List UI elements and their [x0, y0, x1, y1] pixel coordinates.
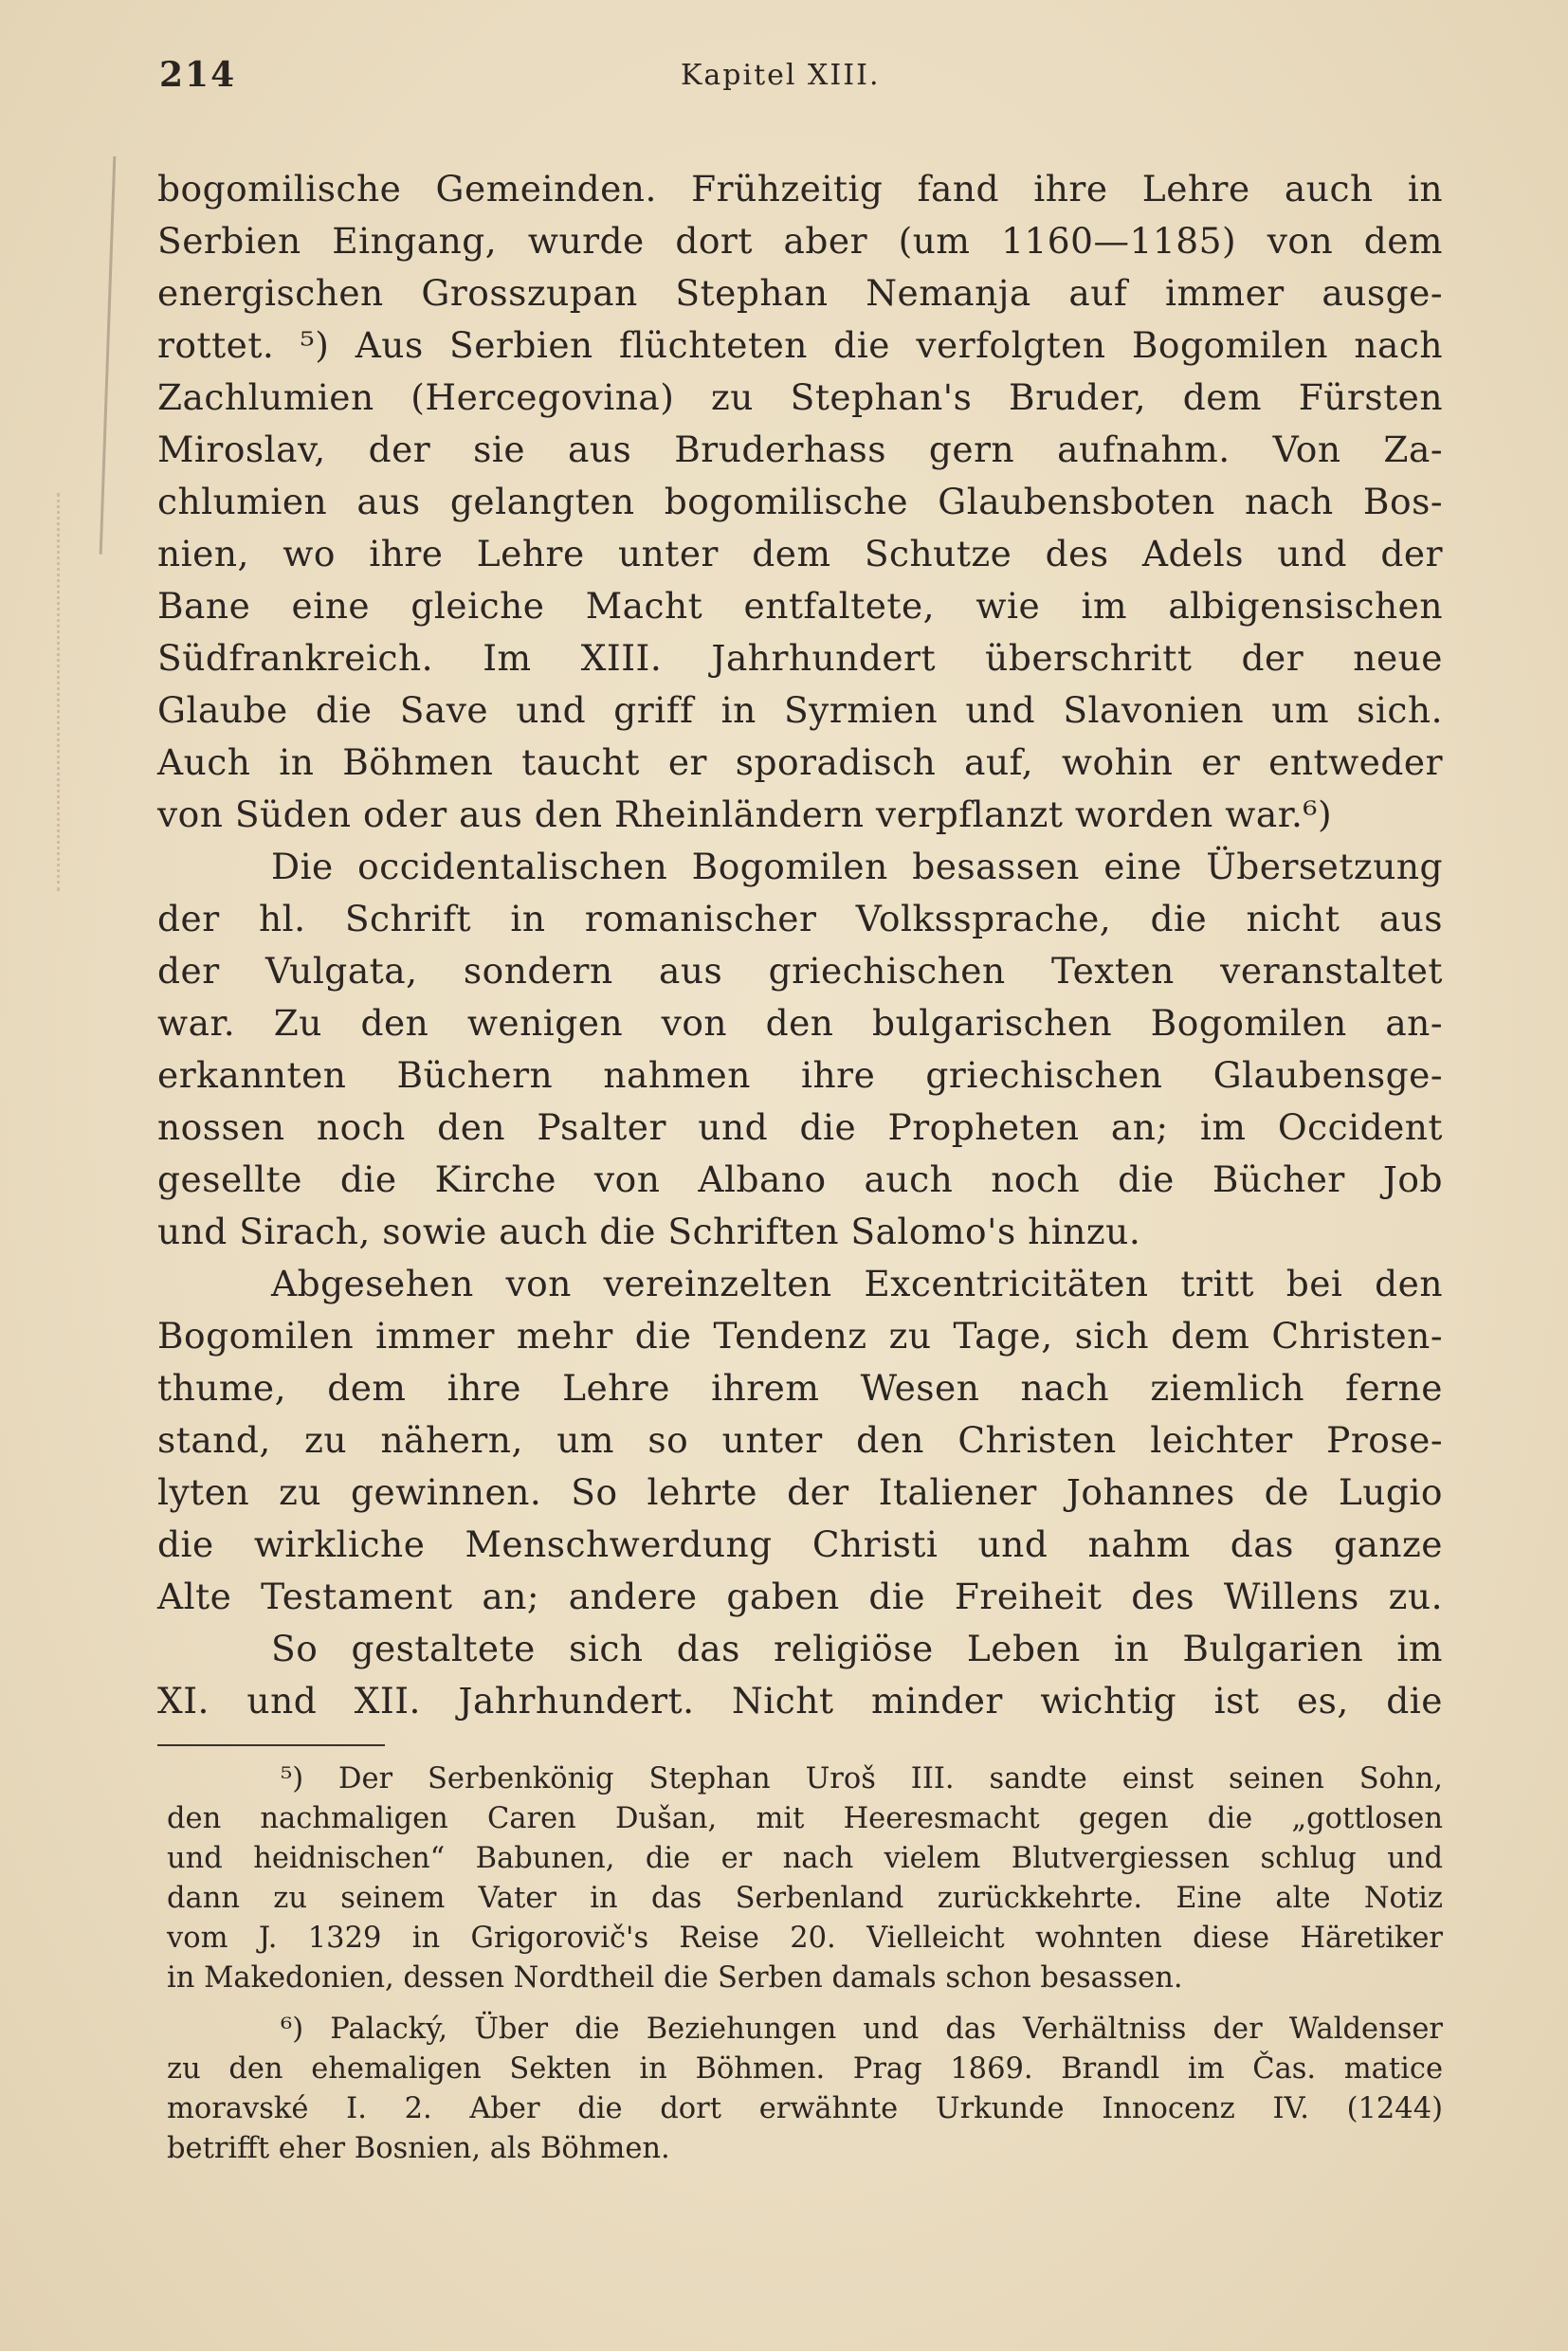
footnote-line: und heidnischen“ Babunen, die er nach vielem Blutvergiessen schlug und — [167, 1842, 1443, 1875]
footnote-line: dann zu seinem Vater in das Serbenland zurückkehrte. Eine alte Notiz — [167, 1882, 1443, 1915]
running-title: Kapitel XIII. — [681, 59, 881, 92]
text-line: Bane eine gleiche Macht entfaltete, wie im albigensischen — [157, 585, 1443, 627]
text-line: nossen noch den Psalter und die Propheten an; im Occident — [157, 1106, 1443, 1148]
text-line: rottet. ⁵) Aus Serbien flüchteten die verfolgten Bogomilen nach — [157, 324, 1443, 366]
text-line: und Sirach, sowie auch die Schriften Salomo's hinzu. — [157, 1211, 1141, 1252]
text-line: Miroslav, der sie aus Bruderhass gern aufnahm. Von Za- — [157, 428, 1443, 470]
page-header — [159, 55, 1449, 112]
text-line: Serbien Eingang, wurde dort aber (um 1160—1185) von dem — [157, 220, 1443, 262]
text-line: thume, dem ihre Lehre ihrem Wesen nach ziemlich ferne — [157, 1367, 1443, 1409]
text-line: Abgesehen von vereinzelten Excentricitäten tritt bei den — [271, 1263, 1443, 1304]
text-line: Glaube die Save und griff in Syrmien und Slavonien um sich. — [157, 689, 1443, 731]
page-number: 214 — [159, 55, 237, 95]
text-line: die wirkliche Menschwerdung Christi und nahm das ganze — [157, 1523, 1443, 1565]
text-line: Alte Testament an; andere gaben die Freiheit des Willens zu. — [157, 1576, 1443, 1617]
footnote-line: ⁶) Palacký, Über die Beziehungen und das Verhältniss der Waldenser — [281, 2013, 1443, 2046]
footnote-line: moravské I. 2. Aber die dort erwähnte Urkunde Innocenz IV. (1244) — [167, 2092, 1443, 2125]
margin-stain — [57, 493, 64, 891]
text-line: von Süden oder aus den Rheinländern verpflanzt worden war.⁶) — [157, 793, 1333, 835]
text-line: lyten zu gewinnen. So lehrte der Italiener Johannes de Lugio — [157, 1471, 1443, 1513]
text-line: XI. und XII. Jahrhundert. Nicht minder wichtig ist es, die — [157, 1680, 1443, 1722]
text-line: nien, wo ihre Lehre unter dem Schutze des Adels und der — [157, 533, 1443, 574]
footnote-line: zu den ehemaligen Sekten in Böhmen. Prag 1869. Brandl im Čas. matice — [167, 2052, 1443, 2086]
text-line: Bogomilen immer mehr die Tendenz zu Tage, sich dem Christen- — [157, 1315, 1443, 1357]
text-line: war. Zu den wenigen von den bulgarischen Bogomilen an- — [157, 1002, 1443, 1044]
text-line: energischen Grosszupan Stephan Nemanja auf immer ausge- — [157, 272, 1443, 314]
footnotes — [167, 1759, 1443, 2180]
footnote-line: in Makedonien, dessen Nordtheil die Serben damals schon besassen. — [167, 1961, 1183, 1995]
text-line: Auch in Böhmen taucht er sporadisch auf, wohin er entweder — [157, 741, 1443, 783]
text-line: bogomilische Gemeinden. Frühzeitig fand ihre Lehre auch in — [157, 168, 1443, 210]
text-line: chlumien aus gelangten bogomilische Glaubensboten nach Bos- — [157, 481, 1443, 522]
margin-pencil-mark — [100, 156, 124, 555]
footnote-5 — [167, 1759, 1443, 1998]
text-line: der Vulgata, sondern aus griechischen Texten veranstaltet — [157, 950, 1443, 992]
text-line: Zachlumien (Hercegovina) zu Stephan's Bruder, dem Fürsten — [157, 376, 1443, 418]
text-line: gesellte die Kirche von Albano auch noch die Bücher Job — [157, 1158, 1443, 1200]
footnote-rule — [157, 1744, 385, 1746]
text-line: der hl. Schrift in romanischer Volkssprache, die nicht aus — [157, 898, 1443, 939]
text-line: erkannten Büchern nahmen ihre griechischen Glaubensge- — [157, 1054, 1443, 1096]
footnote-line: betrifft eher Bosnien, als Böhmen. — [167, 2132, 670, 2165]
footnote-line: den nachmaligen Caren Dušan, mit Heeresmacht gegen die „gottlosen — [167, 1802, 1443, 1835]
text-line: So gestaltete sich das religiöse Leben in Bulgarien im — [271, 1628, 1443, 1669]
footnote-6 — [167, 2010, 1443, 2169]
text-line: Die occidentalischen Bogomilen besassen eine Übersetzung — [271, 846, 1443, 887]
text-line: stand, zu nähern, um so unter den Christen leichter Prose- — [157, 1419, 1443, 1461]
footnote-line: vom J. 1329 in Grigorovič's Reise 20. Vielleicht wohnten diese Häretiker — [167, 1922, 1443, 1955]
main-text — [157, 163, 1443, 1727]
text-line: Südfrankreich. Im XIII. Jahrhundert überschritt der neue — [157, 637, 1443, 679]
footnote-line: ⁵) Der Serbenkönig Stephan Uroš III. sandte einst seinen Sohn, — [281, 1762, 1443, 1795]
